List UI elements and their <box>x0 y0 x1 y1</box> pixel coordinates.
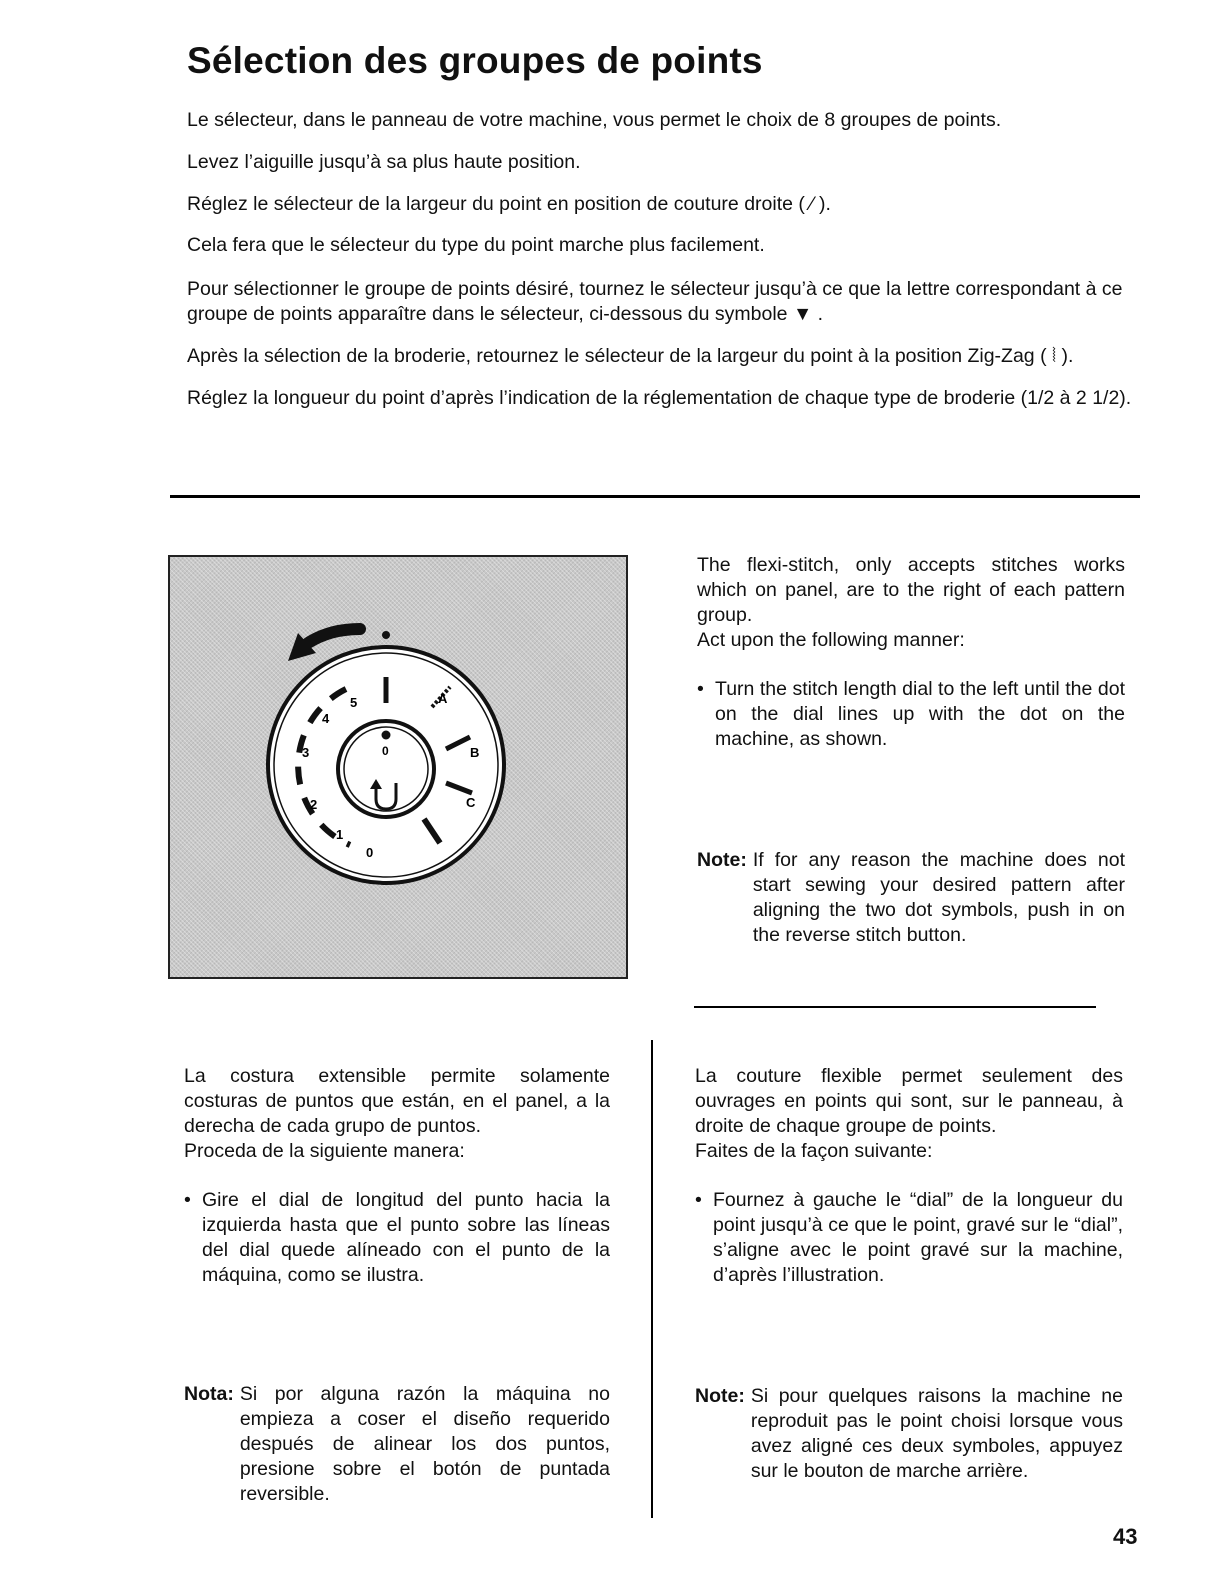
french-instructions <box>695 1064 1123 1288</box>
intro-paragraph: Le sélecteur, dans le panneau de votre machine, vous permet le choix de 8 groupes de points. <box>187 109 1002 131</box>
column-divider <box>694 1006 1096 1008</box>
spanish-bullet: • Gire el dial de longitud del punto hacia la izquierda hasta que el punto sobre las líneas del dial quede alíneado con el punto de la máquina, como se ilustra. <box>184 1189 610 1286</box>
bullet-icon: • <box>697 678 704 700</box>
french-note <box>695 1384 1123 1484</box>
stitch-length-dial <box>170 557 626 977</box>
dial-illustration <box>168 555 628 979</box>
english-bullet: • Turn the stitch length dial to the left until the dot on the dial lines up with the dot on the machine, as shown. <box>697 678 1125 750</box>
dial-letter: C <box>466 795 476 810</box>
note-text: Si por alguna razón la máquina no empieza a coser el diseño requerido después de alinear los dos puntos, presione sobre el botón de puntada reversible. <box>239 1383 610 1505</box>
note-text: If for any reason the machine does not start sewing your desired pattern after aligning the two dot symbols, push in on the reverse stitch button. <box>752 849 1125 946</box>
dial-number: 1 <box>336 827 344 842</box>
english-paragraph: Act upon the following manner: <box>697 629 965 651</box>
spanish-note <box>184 1382 610 1507</box>
english-instructions <box>697 553 1125 752</box>
dial-letter: B <box>470 745 480 760</box>
note-label: Note: <box>697 849 747 871</box>
french-bullet: • Fournez à gauche le “dial” de la longueur du point jusqu’à ce que le point, gravé sur le “dial”, s’aligne avec le point gravé sur la machine, d’après l’illustration. <box>695 1189 1123 1286</box>
dial-number: 2 <box>310 797 318 812</box>
dial-dot-icon <box>382 731 391 740</box>
section-divider <box>170 495 1140 498</box>
intro-paragraph: Réglez le sélecteur de la largeur du point en position de couture droite ( ⁄ ). <box>187 193 831 215</box>
intro-paragraph: Pour sélectionner le groupe de points désiré, tournez le sélecteur jusqu’à ce que la lettre correspondant à ce groupe de points apparaître dans le sélecteur, ci-dessous du symbole ▼ . <box>187 278 1123 325</box>
bullet-icon: • <box>695 1189 702 1211</box>
intro-paragraph: Cela fera que le sélecteur du type du point marche plus facilement. <box>187 234 765 256</box>
intro-paragraph: Réglez la longueur du point d’après l’indication de la réglementation de chaque type de broderie (1/2 à 2 1/2). <box>187 387 1132 409</box>
dial-number: 3 <box>302 745 310 760</box>
french-paragraph: La couture flexible permet seulement des ouvrages en points qui sont, sur le panneau, à droite de chaque groupe de points. <box>695 1065 1123 1137</box>
rotate-left-arrow-icon <box>308 629 360 643</box>
vertical-divider <box>651 1040 653 1518</box>
page-title: Sélection des groupes de points <box>187 40 763 81</box>
page-number: 43 <box>1113 1524 1138 1549</box>
note-label: Nota: <box>184 1383 234 1405</box>
dial-number: 0 <box>366 845 374 860</box>
spanish-paragraph: La costura extensible permite solamente costuras de puntos que están, en el panel, a la derecha de cada grupo de puntos. <box>184 1065 610 1137</box>
dial-number: 4 <box>322 711 330 726</box>
machine-dot-icon <box>382 631 390 639</box>
dial-number: 5 <box>350 695 358 710</box>
spanish-paragraph: Proceda de la siguiente manera: <box>184 1140 465 1162</box>
french-paragraph: Faites de la façon suivante: <box>695 1140 933 1162</box>
english-paragraph: The flexi-stitch, only accepts stitches works which on panel, are to the right of each pattern group. <box>697 554 1125 626</box>
intro-paragraph: Après la sélection de la broderie, retournez le sélecteur de la largeur du point à la position Zig-Zag ( ⦚ ). <box>187 345 1074 367</box>
dial-letter: A <box>438 691 448 706</box>
spanish-instructions <box>184 1064 610 1288</box>
note-label: Note: <box>695 1385 745 1407</box>
bullet-icon: • <box>184 1189 191 1211</box>
note-text: Si pour quelques raisons la machine ne reproduit pas le point choisi lorsque vous avez aligné ces deux symboles, appuyez sur le bouton de marche arrière. <box>750 1385 1123 1482</box>
english-note <box>697 848 1125 948</box>
intro-paragraph: Levez l’aiguille jusqu’à sa plus haute position. <box>187 151 581 173</box>
dial-center-mark: 0 <box>382 744 389 758</box>
